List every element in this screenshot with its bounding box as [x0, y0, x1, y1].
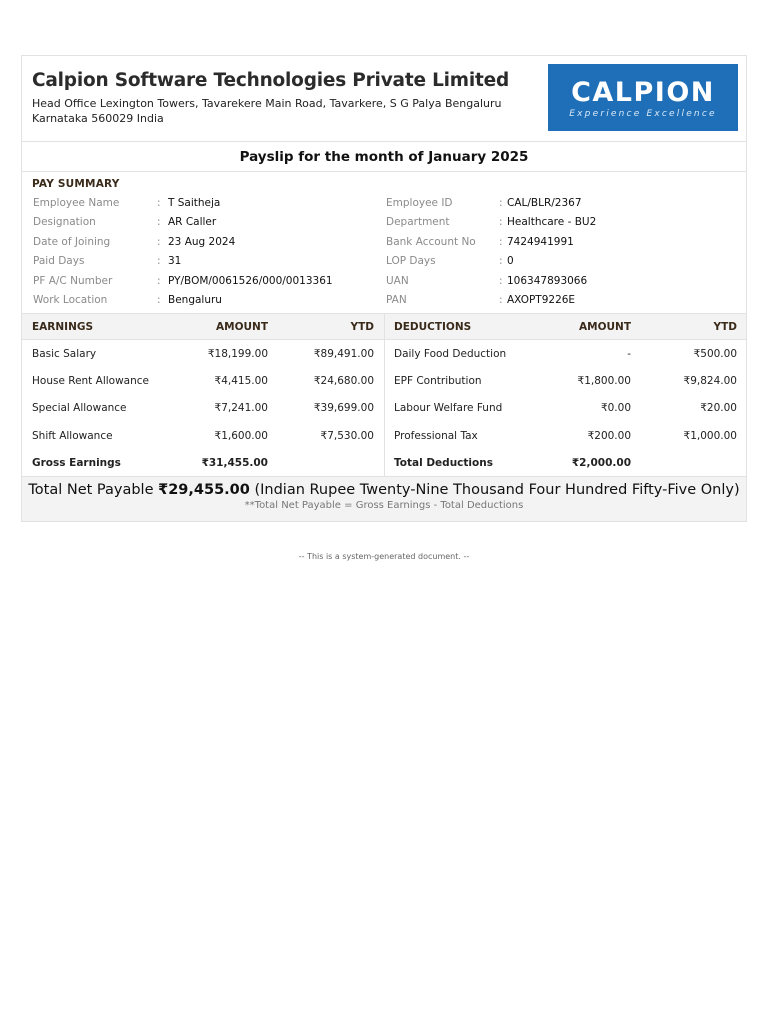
- summary-separator: :: [499, 255, 503, 267]
- earning-amount: ₹18,199.00: [207, 348, 268, 360]
- summary-separator: :: [157, 294, 161, 306]
- summary-label: Employee ID: [386, 197, 453, 209]
- summary-separator: :: [157, 275, 161, 287]
- gross-earnings-amount: ₹31,455.00: [201, 457, 268, 469]
- deduction-name: Daily Food Deduction: [394, 348, 507, 360]
- deduction-amount: ₹200.00: [587, 430, 631, 442]
- pay-summary-heading: PAY SUMMARY: [32, 178, 120, 190]
- payslip-header: [22, 56, 746, 142]
- address-line-1: Head Office Lexington Towers, Tavarekere Main Road, Tavarkere, S G Palya Bengaluru: [32, 97, 502, 110]
- earning-name: House Rent Allowance: [32, 375, 149, 387]
- summary-value: AR Caller: [168, 216, 217, 228]
- total-deductions-amount: ₹2,000.00: [571, 457, 631, 469]
- summary-label: UAN: [386, 275, 409, 287]
- summary-separator: :: [157, 197, 161, 209]
- net-payable-label: Total Net Payable: [28, 482, 154, 498]
- summary-label: Department: [386, 216, 450, 228]
- earning-amount: ₹7,241.00: [214, 402, 268, 414]
- table-divider: [384, 314, 385, 476]
- summary-label: Paid Days: [33, 255, 85, 267]
- total-deductions-label: Total Deductions: [394, 457, 493, 469]
- summary-value: T Saitheja: [168, 197, 221, 209]
- earnings-amount-header: AMOUNT: [216, 321, 268, 333]
- earnings-deductions-table: [22, 314, 746, 477]
- summary-separator: :: [157, 216, 161, 228]
- summary-value: Healthcare - BU2: [507, 216, 597, 228]
- summary-value: Bengaluru: [168, 294, 222, 306]
- summary-value: 31: [168, 255, 182, 267]
- summary-label: Work Location: [33, 294, 108, 306]
- summary-label: Designation: [33, 216, 96, 228]
- logo-tagline: Experience Excellence: [569, 109, 717, 119]
- earnings-header: EARNINGS: [32, 321, 94, 333]
- deductions-amount-header: AMOUNT: [579, 321, 631, 333]
- summary-separator: :: [499, 236, 503, 248]
- system-generated-note: -- This is a system-generated document. --: [298, 552, 470, 561]
- summary-separator: :: [157, 236, 161, 248]
- net-payable-formula: **Total Net Payable = Gross Earnings - Total Deductions: [244, 500, 524, 511]
- summary-value: 23 Aug 2024: [168, 236, 236, 248]
- address-line-2: Karnataka 560029 India: [32, 111, 164, 125]
- summary-label: PAN: [386, 294, 407, 306]
- deduction-amount: ₹1,800.00: [577, 375, 631, 387]
- net-payable-amount: ₹29,455.00: [158, 482, 250, 498]
- summary-label: PF A/C Number: [33, 275, 113, 287]
- earning-ytd: ₹24,680.00: [313, 375, 374, 387]
- earning-ytd: ₹39,699.00: [313, 402, 374, 414]
- deduction-ytd: ₹9,824.00: [683, 375, 737, 387]
- summary-value: AXOPT9226E: [507, 294, 576, 306]
- earning-name: Basic Salary: [32, 348, 97, 360]
- summary-value: 7424941991: [507, 236, 574, 248]
- deduction-name: Professional Tax: [394, 430, 478, 442]
- summary-separator: :: [499, 294, 503, 306]
- summary-value: 0: [507, 255, 514, 267]
- earning-name: Shift Allowance: [32, 430, 113, 442]
- deduction-name: EPF Contribution: [394, 375, 482, 387]
- earning-ytd: ₹89,491.00: [313, 348, 374, 360]
- deductions-header: DEDUCTIONS: [394, 321, 472, 333]
- summary-value: CAL/BLR/2367: [507, 197, 582, 209]
- net-payable-line: [22, 477, 746, 498]
- summary-label: Bank Account No: [386, 236, 476, 248]
- earning-ytd: ₹7,530.00: [320, 430, 374, 442]
- deduction-ytd: ₹20.00: [700, 402, 737, 414]
- pay-summary: [22, 172, 746, 314]
- summary-separator: :: [499, 275, 503, 287]
- logo-wordmark: CALPION: [571, 77, 715, 108]
- company-address: [32, 97, 532, 126]
- net-payable-words: (Indian Rupee Twenty-Nine Thousand Four Hundred Fifty-Five Only): [254, 482, 740, 498]
- summary-value: PY/BOM/0061526/000/0013361: [168, 275, 333, 287]
- company-logo: [548, 64, 738, 131]
- summary-label: Employee Name: [33, 197, 120, 209]
- company-name: Calpion Software Technologies Private Limited: [32, 70, 510, 91]
- summary-label: LOP Days: [386, 255, 436, 267]
- earning-amount: ₹1,600.00: [214, 430, 268, 442]
- summary-label: Date of Joining: [33, 236, 111, 248]
- gross-earnings-label: Gross Earnings: [32, 457, 121, 469]
- payslip: [21, 55, 747, 522]
- summary-separator: :: [499, 216, 503, 228]
- deduction-amount: ₹0.00: [600, 402, 631, 414]
- deduction-ytd: ₹1,000.00: [683, 430, 737, 442]
- earnings-ytd-header: YTD: [350, 321, 374, 333]
- net-payable: [22, 477, 746, 521]
- summary-separator: :: [157, 255, 161, 267]
- earning-name: Special Allowance: [32, 402, 127, 414]
- deductions-ytd-header: YTD: [713, 321, 737, 333]
- deduction-amount: -: [627, 348, 631, 360]
- earning-amount: ₹4,415.00: [214, 375, 268, 387]
- deduction-ytd: ₹500.00: [693, 348, 737, 360]
- summary-separator: :: [499, 197, 503, 209]
- deduction-name: Labour Welfare Fund: [394, 402, 503, 414]
- payslip-title: Payslip for the month of January 2025: [22, 142, 746, 172]
- summary-value: 106347893066: [507, 275, 588, 287]
